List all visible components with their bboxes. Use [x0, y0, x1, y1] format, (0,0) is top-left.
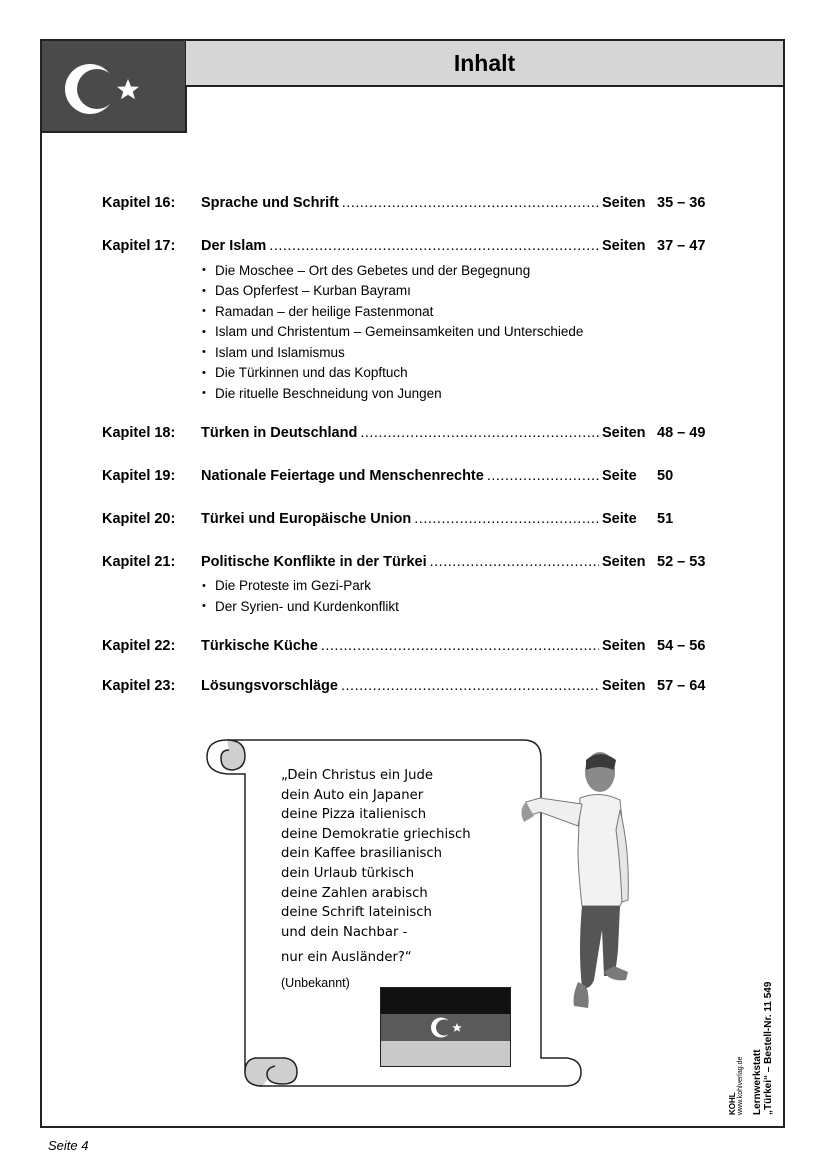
poem-line: „Dein Christus ein Jude — [281, 768, 434, 783]
subtopic-text: Ramadan – der heilige Fastenmonat — [215, 303, 434, 319]
publisher-url: www.kohlverlag.de — [737, 1056, 744, 1115]
bullet-icon: • — [202, 264, 206, 277]
series-label: Lernwerkstatt — [752, 1049, 763, 1115]
page-range: 48 – 49 — [657, 424, 706, 441]
pages-label: Seite — [602, 467, 637, 484]
order-number: „Türkei“ – Bestell-Nr. 11 549 — [763, 981, 774, 1115]
page-range: 35 – 36 — [657, 195, 706, 211]
toc-chapter — [102, 468, 712, 490]
poem — [281, 766, 471, 968]
toc-chapter — [102, 425, 712, 447]
turkish-flag-logo — [40, 39, 187, 133]
toc-subtopic — [202, 383, 712, 404]
chapter-title: Politische Konflikte in der Türkei — [201, 553, 427, 570]
poem-author: (Unbekannt) — [281, 976, 350, 990]
toc-subtopic — [202, 281, 712, 302]
toc-subtopic — [202, 363, 712, 384]
chapter-title: Nationale Feiertage und Menschenrechte — [201, 467, 484, 484]
pages-label: Seiten — [602, 238, 646, 254]
bullet-icon: • — [202, 325, 206, 338]
bullet-icon: • — [202, 346, 206, 359]
poem-line: und dein Nachbar - — [281, 924, 408, 940]
subtopic-text: Das Opferfest – Kurban Bayramı — [215, 283, 411, 299]
dot-leader — [269, 238, 599, 254]
toc-subtopic — [202, 260, 712, 281]
pointing-man-image — [520, 750, 638, 1012]
chapter-title: Türkische Küche — [201, 637, 318, 654]
toc-chapter — [102, 238, 712, 260]
bullet-icon: • — [202, 284, 206, 297]
chapter-number: Kapitel 22: — [102, 637, 176, 654]
toc-chapter — [102, 554, 712, 576]
poem-line: deine Pizza italienisch — [281, 807, 427, 823]
toc-subtopic — [202, 301, 712, 322]
subtopic-text: Die Proteste im Gezi-Park — [215, 578, 372, 594]
chapter-title: Der Islam — [201, 238, 267, 254]
chapter-number: Kapitel 19: — [102, 467, 176, 484]
pages-label: Seiten — [602, 424, 646, 441]
chapter-number: Kapitel 18: — [102, 424, 176, 441]
table-of-contents — [102, 195, 712, 700]
poem-line: dein Auto ein Japaner — [281, 787, 424, 803]
subtopic-text: Der Syrien- und Kurdenkonflikt — [215, 598, 399, 614]
poem-line: deine Schrift lateinisch — [281, 905, 432, 921]
chapter-title: Sprache und Schrift — [201, 195, 339, 211]
toc-subtopic — [202, 576, 712, 597]
toc-chapter — [102, 195, 712, 217]
page-range: 51 — [657, 510, 674, 527]
order-number-sidebar — [752, 880, 782, 1115]
poem-line: dein Urlaub türkisch — [281, 865, 415, 881]
subtopic-text: Islam und Islamismus — [215, 344, 345, 360]
toc-subtopic — [202, 342, 712, 363]
page-number: Seite 4 — [48, 1138, 89, 1153]
page-range: 57 – 64 — [657, 677, 706, 694]
poem-line: dein Kaffee brasilianisch — [281, 846, 443, 862]
dot-leader — [430, 554, 599, 570]
chapter-number: Kapitel 21: — [102, 553, 176, 570]
toc-chapter — [102, 511, 712, 533]
toc-chapter — [102, 678, 712, 700]
poem-line: deine Demokratie griechisch — [281, 826, 471, 842]
poem-line: nur ein Ausländer?“ — [281, 950, 412, 966]
dot-leader — [341, 678, 599, 694]
publisher-logo — [728, 1055, 750, 1115]
subtopic-text: Die Türkinnen und das Kopftuch — [215, 365, 408, 381]
page-range: 37 – 47 — [657, 238, 706, 254]
dot-leader — [342, 195, 599, 211]
page-range: 50 — [657, 467, 674, 484]
chapter-number: Kapitel 23: — [102, 677, 176, 694]
subtopic-text: Islam und Christentum – Gemeinsamkeiten und Unterschiede — [215, 324, 584, 340]
dot-leader — [487, 468, 599, 484]
page-title-bar — [186, 39, 785, 87]
dot-leader — [360, 425, 599, 441]
chapter-title: Türkei und Europäische Union — [201, 510, 412, 527]
pages-label: Seiten — [602, 195, 646, 211]
page-range: 52 – 53 — [657, 553, 706, 570]
pages-label: Seiten — [602, 637, 646, 654]
poem-line: deine Zahlen arabisch — [281, 885, 428, 901]
pages-label: Seiten — [602, 677, 646, 694]
chapter-title: Türken in Deutschland — [201, 424, 358, 441]
pages-label: Seite — [602, 510, 637, 527]
chapter-number: Kapitel 16: — [102, 195, 176, 211]
page-title: Inhalt — [453, 49, 516, 76]
bullet-icon: • — [202, 366, 206, 379]
bullet-icon: • — [202, 387, 206, 400]
chapter-number: Kapitel 20: — [102, 510, 176, 527]
page-range: 54 – 56 — [657, 637, 706, 654]
toc-subtopic — [202, 322, 712, 343]
toc-subtopic — [202, 596, 712, 617]
subtopic-text: Die rituelle Beschneidung von Jungen — [215, 385, 442, 401]
chapter-number: Kapitel 17: — [102, 238, 176, 254]
toc-chapter — [102, 638, 712, 660]
german-turkish-flag — [380, 987, 511, 1067]
subtopic-text: Die Moschee – Ort des Gebetes und der Begegnung — [215, 262, 531, 278]
chapter-title: Lösungsvorschläge — [201, 677, 338, 694]
dot-leader — [321, 638, 599, 654]
toc-subtopics — [202, 260, 712, 404]
bullet-icon: • — [202, 579, 206, 592]
bullet-icon: • — [202, 305, 206, 318]
dot-leader — [414, 511, 599, 527]
pages-label: Seiten — [602, 553, 646, 570]
toc-subtopics — [202, 576, 712, 617]
publisher-name: KOHL — [728, 1092, 737, 1115]
bullet-icon: • — [202, 600, 206, 613]
